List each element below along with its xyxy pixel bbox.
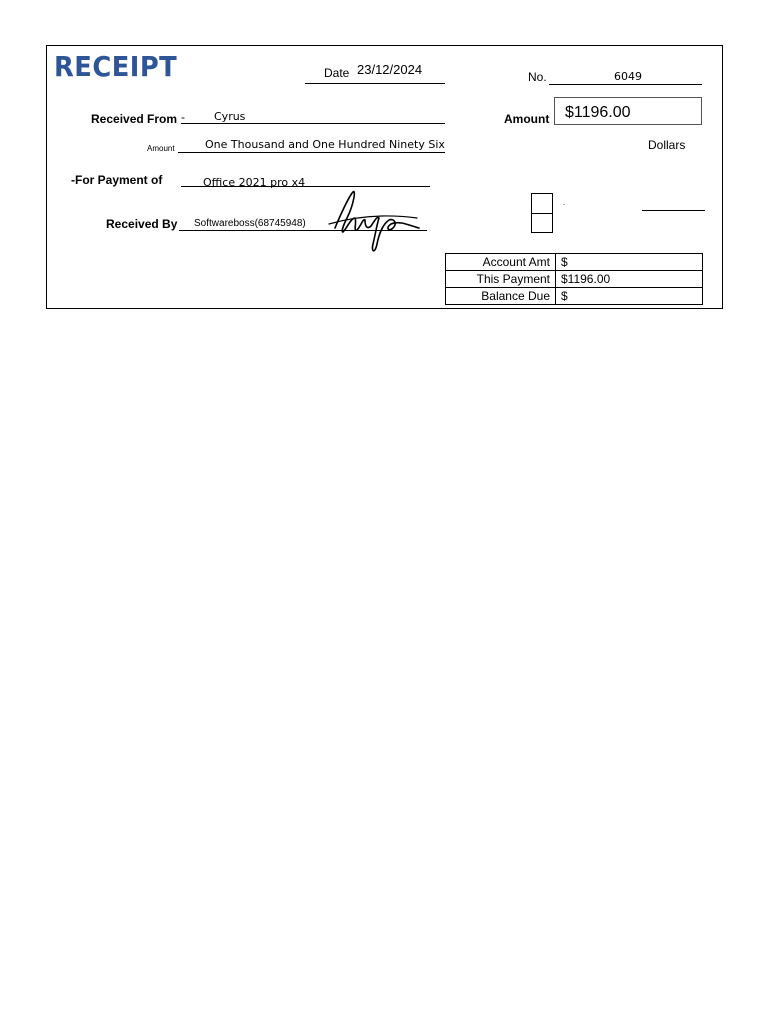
received-from-dash: - (181, 110, 185, 124)
account-amt-label: Account Amt (446, 254, 556, 271)
amount-box: $1196.00 (554, 97, 702, 125)
received-by-label: Received By (106, 217, 178, 231)
balance-due-value: $ (556, 288, 703, 305)
receipt-no-value: 6049 (614, 70, 642, 83)
receipt-form (46, 45, 723, 309)
dot-mark: . (563, 198, 566, 207)
date-value: 23/12/2024 (357, 62, 423, 77)
receipt-no-underline (549, 84, 702, 85)
received-from-value: Cyrus (214, 110, 246, 123)
amount-words-underline (178, 152, 445, 153)
received-by-value: Softwareboss(68745948) (194, 218, 306, 229)
amount-words-value: One Thousand and One Hundred Ninety Six (205, 138, 445, 151)
for-payment-label: -For Payment of (71, 173, 163, 187)
this-payment-value: $1196.00 (556, 271, 703, 288)
table-row (446, 288, 703, 305)
for-payment-value: Office 2021 pro x4 (203, 176, 306, 189)
table-row (446, 254, 703, 271)
signature-image (327, 188, 427, 260)
amount-label: Amount (504, 112, 550, 126)
received-from-label: Received From (91, 112, 178, 126)
this-payment-label: This Payment (446, 271, 556, 288)
blank-underline (642, 210, 705, 211)
for-payment-underline (181, 186, 430, 187)
date-label: Date (324, 66, 350, 80)
receipt-no-label: No. (528, 70, 547, 84)
amount-words-label: Amount (147, 144, 175, 153)
table-row (446, 271, 703, 288)
balance-due-label: Balance Due (446, 288, 556, 305)
currency-word: Dollars (648, 138, 686, 152)
received-from-underline (181, 123, 445, 124)
account-amt-value: $ (556, 254, 703, 271)
check-box (531, 193, 553, 233)
receipt-title: RECEIPT (54, 50, 178, 83)
payment-summary-table (445, 253, 703, 305)
date-underline (305, 83, 445, 84)
